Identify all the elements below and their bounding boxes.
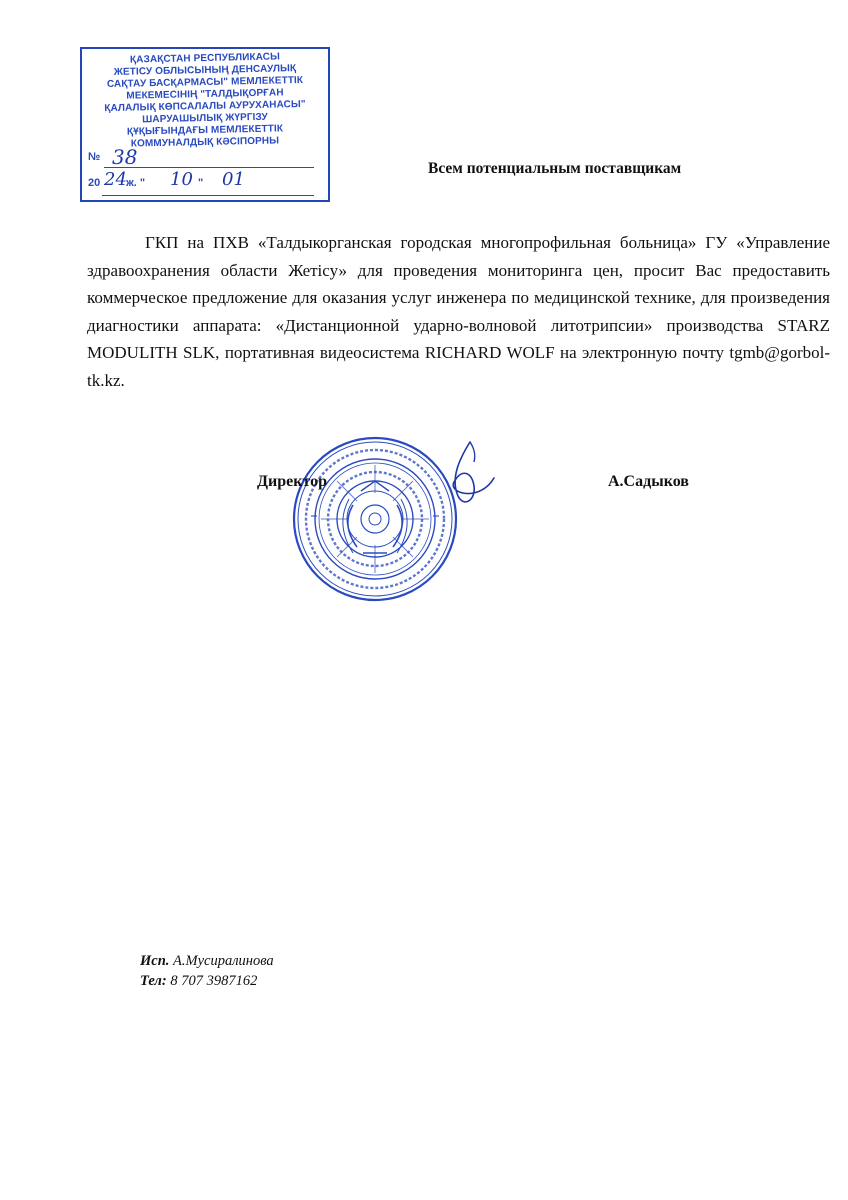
- stamp-number-label: №: [88, 151, 101, 163]
- signature-icon: [440, 438, 500, 510]
- registration-stamp: [80, 47, 330, 202]
- official-seal-icon: [291, 435, 459, 603]
- stamp-line: ҚҰҚЫҒЫНДАҒЫ МЕМЛЕКЕТТІК: [126, 123, 284, 138]
- phone-label: Тел:: [140, 973, 167, 989]
- stamp-line: КОММУНАЛДЫҚ КӘСІПОРНЫ: [130, 135, 280, 150]
- executor-line: [140, 951, 274, 971]
- executor-label: Исп.: [140, 953, 170, 969]
- letter-body: ГКП на ПХВ «Талдыкорганская городская многопрофильная больница» ГУ «Управление здравоохранения области Жетiсу» для проведения мониторинга цен, просит Вас предоставить коммерческое предложение для оказания услуг инженера по медицинской технике, для произведения диагностики аппарата: «Дистанционной ударно-волновой литотрипсии» производства STARZ MODULITH SLK, портативная видеосистема RICHARD WOLF на электронную почту tgmb@gorbol-tk.kz.: [87, 233, 830, 390]
- executor-name: А.Мусиралинова: [173, 953, 274, 969]
- stamp-line: МЕКЕМЕСІНІҢ "ТАЛДЫҚОРҒАН: [126, 87, 284, 102]
- stamp-year-value: 24: [104, 169, 127, 190]
- stamp-day-value: 10: [170, 169, 193, 190]
- director-name: А.Садыков: [608, 473, 689, 490]
- executor-block: [140, 951, 274, 991]
- stamp-number-value: 38: [112, 145, 138, 169]
- stamp-line: ШАРУАШЫЛЫҚ ЖҮРГІЗУ: [142, 111, 268, 126]
- phone-line: [140, 971, 274, 991]
- stamp-year-prefix: 20: [88, 177, 101, 189]
- stamp-year-suffix: ж. ": [126, 177, 146, 189]
- stamp-month-value: 01: [222, 169, 245, 190]
- addressee-heading: Всем потенциальным поставщикам: [428, 160, 682, 177]
- phone-number: 8 707 3987162: [170, 973, 258, 989]
- stamp-quote-close: ": [198, 177, 204, 189]
- stamp-line: ҚАЛАЛЫҚ КӨПСАЛАЛЫ АУРУХАНАСЫ": [104, 98, 306, 115]
- stamp-line: ҚАЗАҚСТАН РЕСПУБЛИКАСЫ: [129, 51, 281, 66]
- stamp-line: ЖЕТІСУ ОБЛЫСЫНЫҢ ДЕНСАУЛЫҚ: [113, 63, 297, 78]
- director-title: Директор: [257, 473, 327, 490]
- stamp-line: САҚТАУ БАСҚАРМАСЫ" МЕМЛЕКЕТТІК: [106, 74, 304, 91]
